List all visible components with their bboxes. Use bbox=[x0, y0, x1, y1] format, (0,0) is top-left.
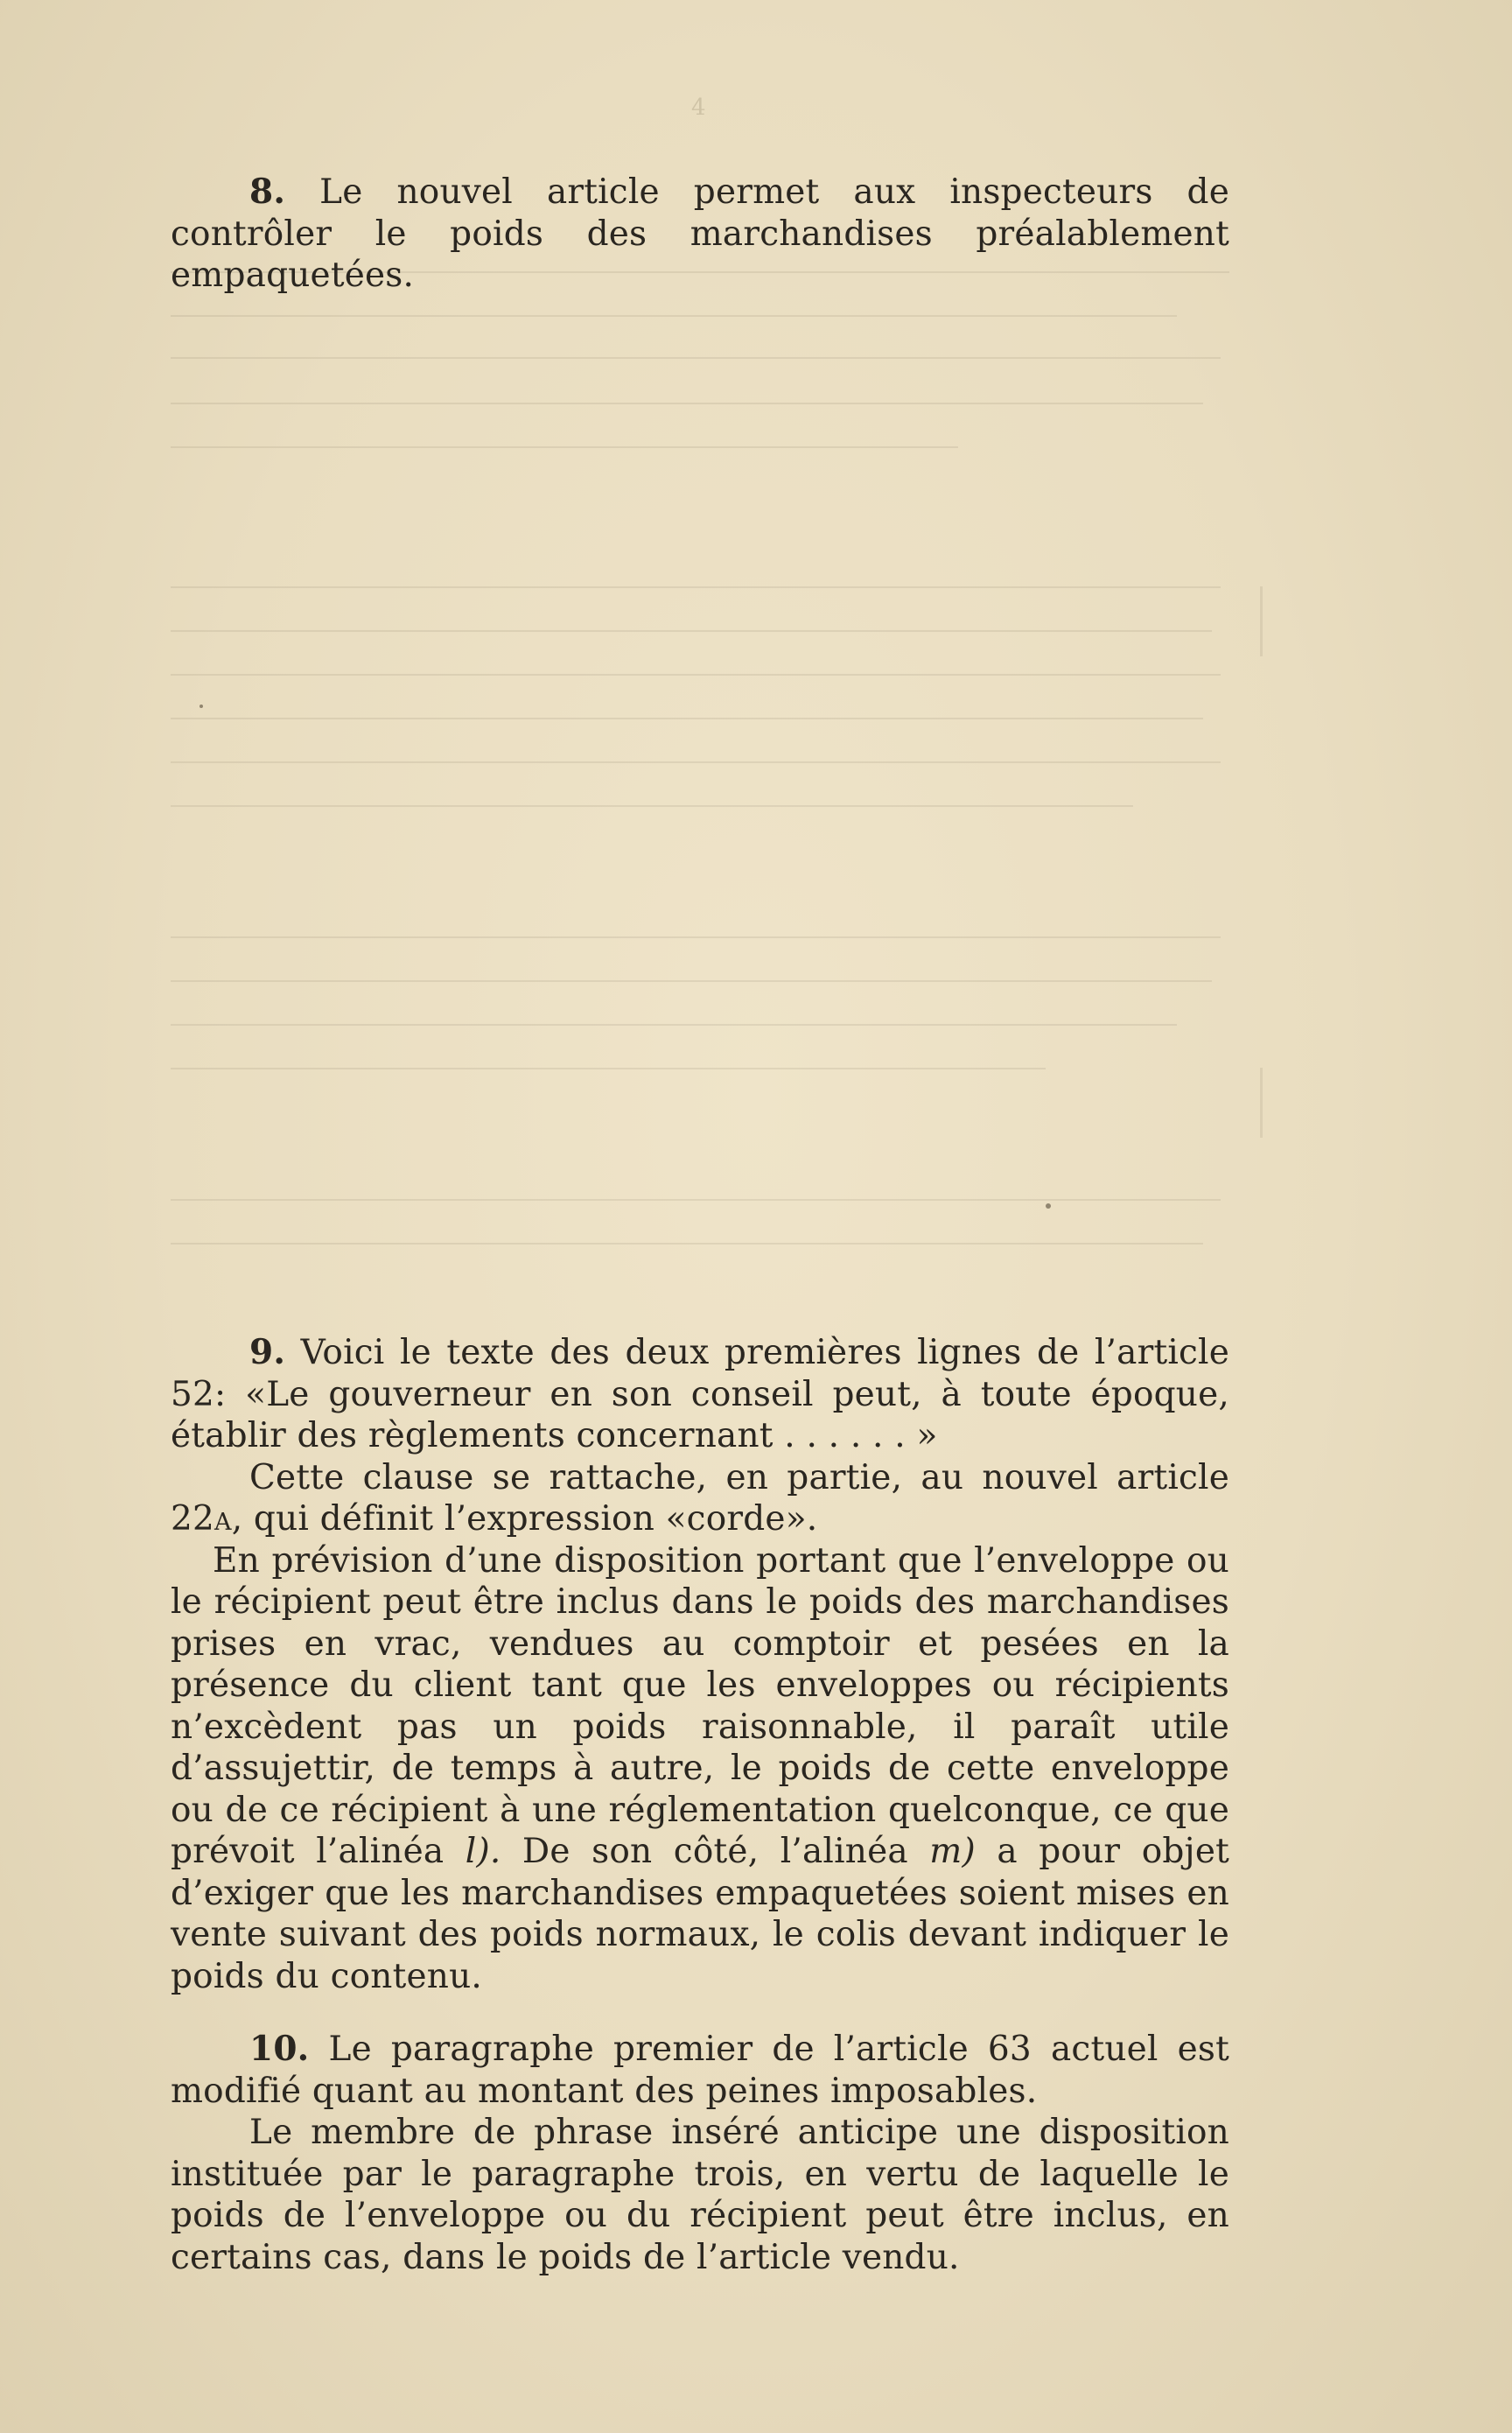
paragraph-text: Le nouvel article permet aux inspecteurs de contrôler le poids des marchandises préalablement empaquetées. bbox=[171, 172, 1229, 295]
section-number: 8. bbox=[249, 172, 286, 212]
section-9-paragraph-2 bbox=[171, 1457, 1229, 1540]
paragraph-text: De son côté, l’alinéa bbox=[500, 1832, 930, 1871]
section-number: 10. bbox=[249, 2029, 310, 2069]
italic-reference: l). bbox=[465, 1832, 501, 1871]
bleed-through-texture bbox=[171, 254, 1273, 1348]
paragraph-text: a pour objet d’exiger que les marchandises empaquetées soient mises en vente suivant des poids normaux, le colis devant indiquer le poids du contenu. bbox=[171, 1832, 1229, 1996]
paragraph-text: Le paragraphe premier de l’article 63 actuel est modifié quant au montant des peines imposables. bbox=[171, 2030, 1229, 2111]
section-10 bbox=[171, 2029, 1229, 2278]
paragraph-text: Cette clause se rattache, en partie, au nouvel article 22 bbox=[171, 1457, 1229, 1539]
page-marker: 4 bbox=[691, 95, 706, 121]
paragraph-text: Voici le texte des deux premières lignes de l’article 52: «Le gouverneur en son conseil peut, à toute époque, établir des règlements concernant . . . . . . » bbox=[171, 1333, 1229, 1455]
section-10-paragraph-2 bbox=[171, 2112, 1229, 2278]
italic-reference: m) bbox=[929, 1832, 976, 1871]
paragraph-text: Le membre de phrase inséré anticipe une disposition instituée par le paragraphe trois, en vertu de laquelle le poids de l’enveloppe ou du récipient peut être inclus, en certains cas, dans le poids de l’article vendu. bbox=[171, 2113, 1229, 2277]
paragraph-text: , qui définit l’expression «corde». bbox=[231, 1499, 818, 1539]
section-9-lead-paragraph bbox=[171, 1332, 1229, 1457]
section-8 bbox=[171, 172, 1229, 297]
section-8-paragraph bbox=[171, 172, 1229, 297]
section-number: 9. bbox=[249, 1332, 286, 1372]
paragraph-text: En prévision d’une disposition portant que l’enveloppe ou le récipient peut être inclus dans le poids des marchandises prises en vrac, vendues au comptoir et pesées en la présence du client tant que les enveloppes ou récipients n’excèdent pas un poids raisonnable, il paraît utile d’assujettir, de temps à autre, le poids de cette enveloppe ou de ce récipient à une réglementation quelconque, ce que prévoit l’alinéa bbox=[171, 1540, 1229, 1871]
section-10-lead-paragraph bbox=[171, 2029, 1229, 2112]
paper-speck bbox=[1046, 1203, 1051, 1209]
small-caps-letter: a bbox=[214, 1499, 232, 1539]
section-9 bbox=[171, 1332, 1229, 1997]
section-9-paragraph-3 bbox=[171, 1540, 1229, 1998]
paper-speck bbox=[200, 705, 203, 708]
